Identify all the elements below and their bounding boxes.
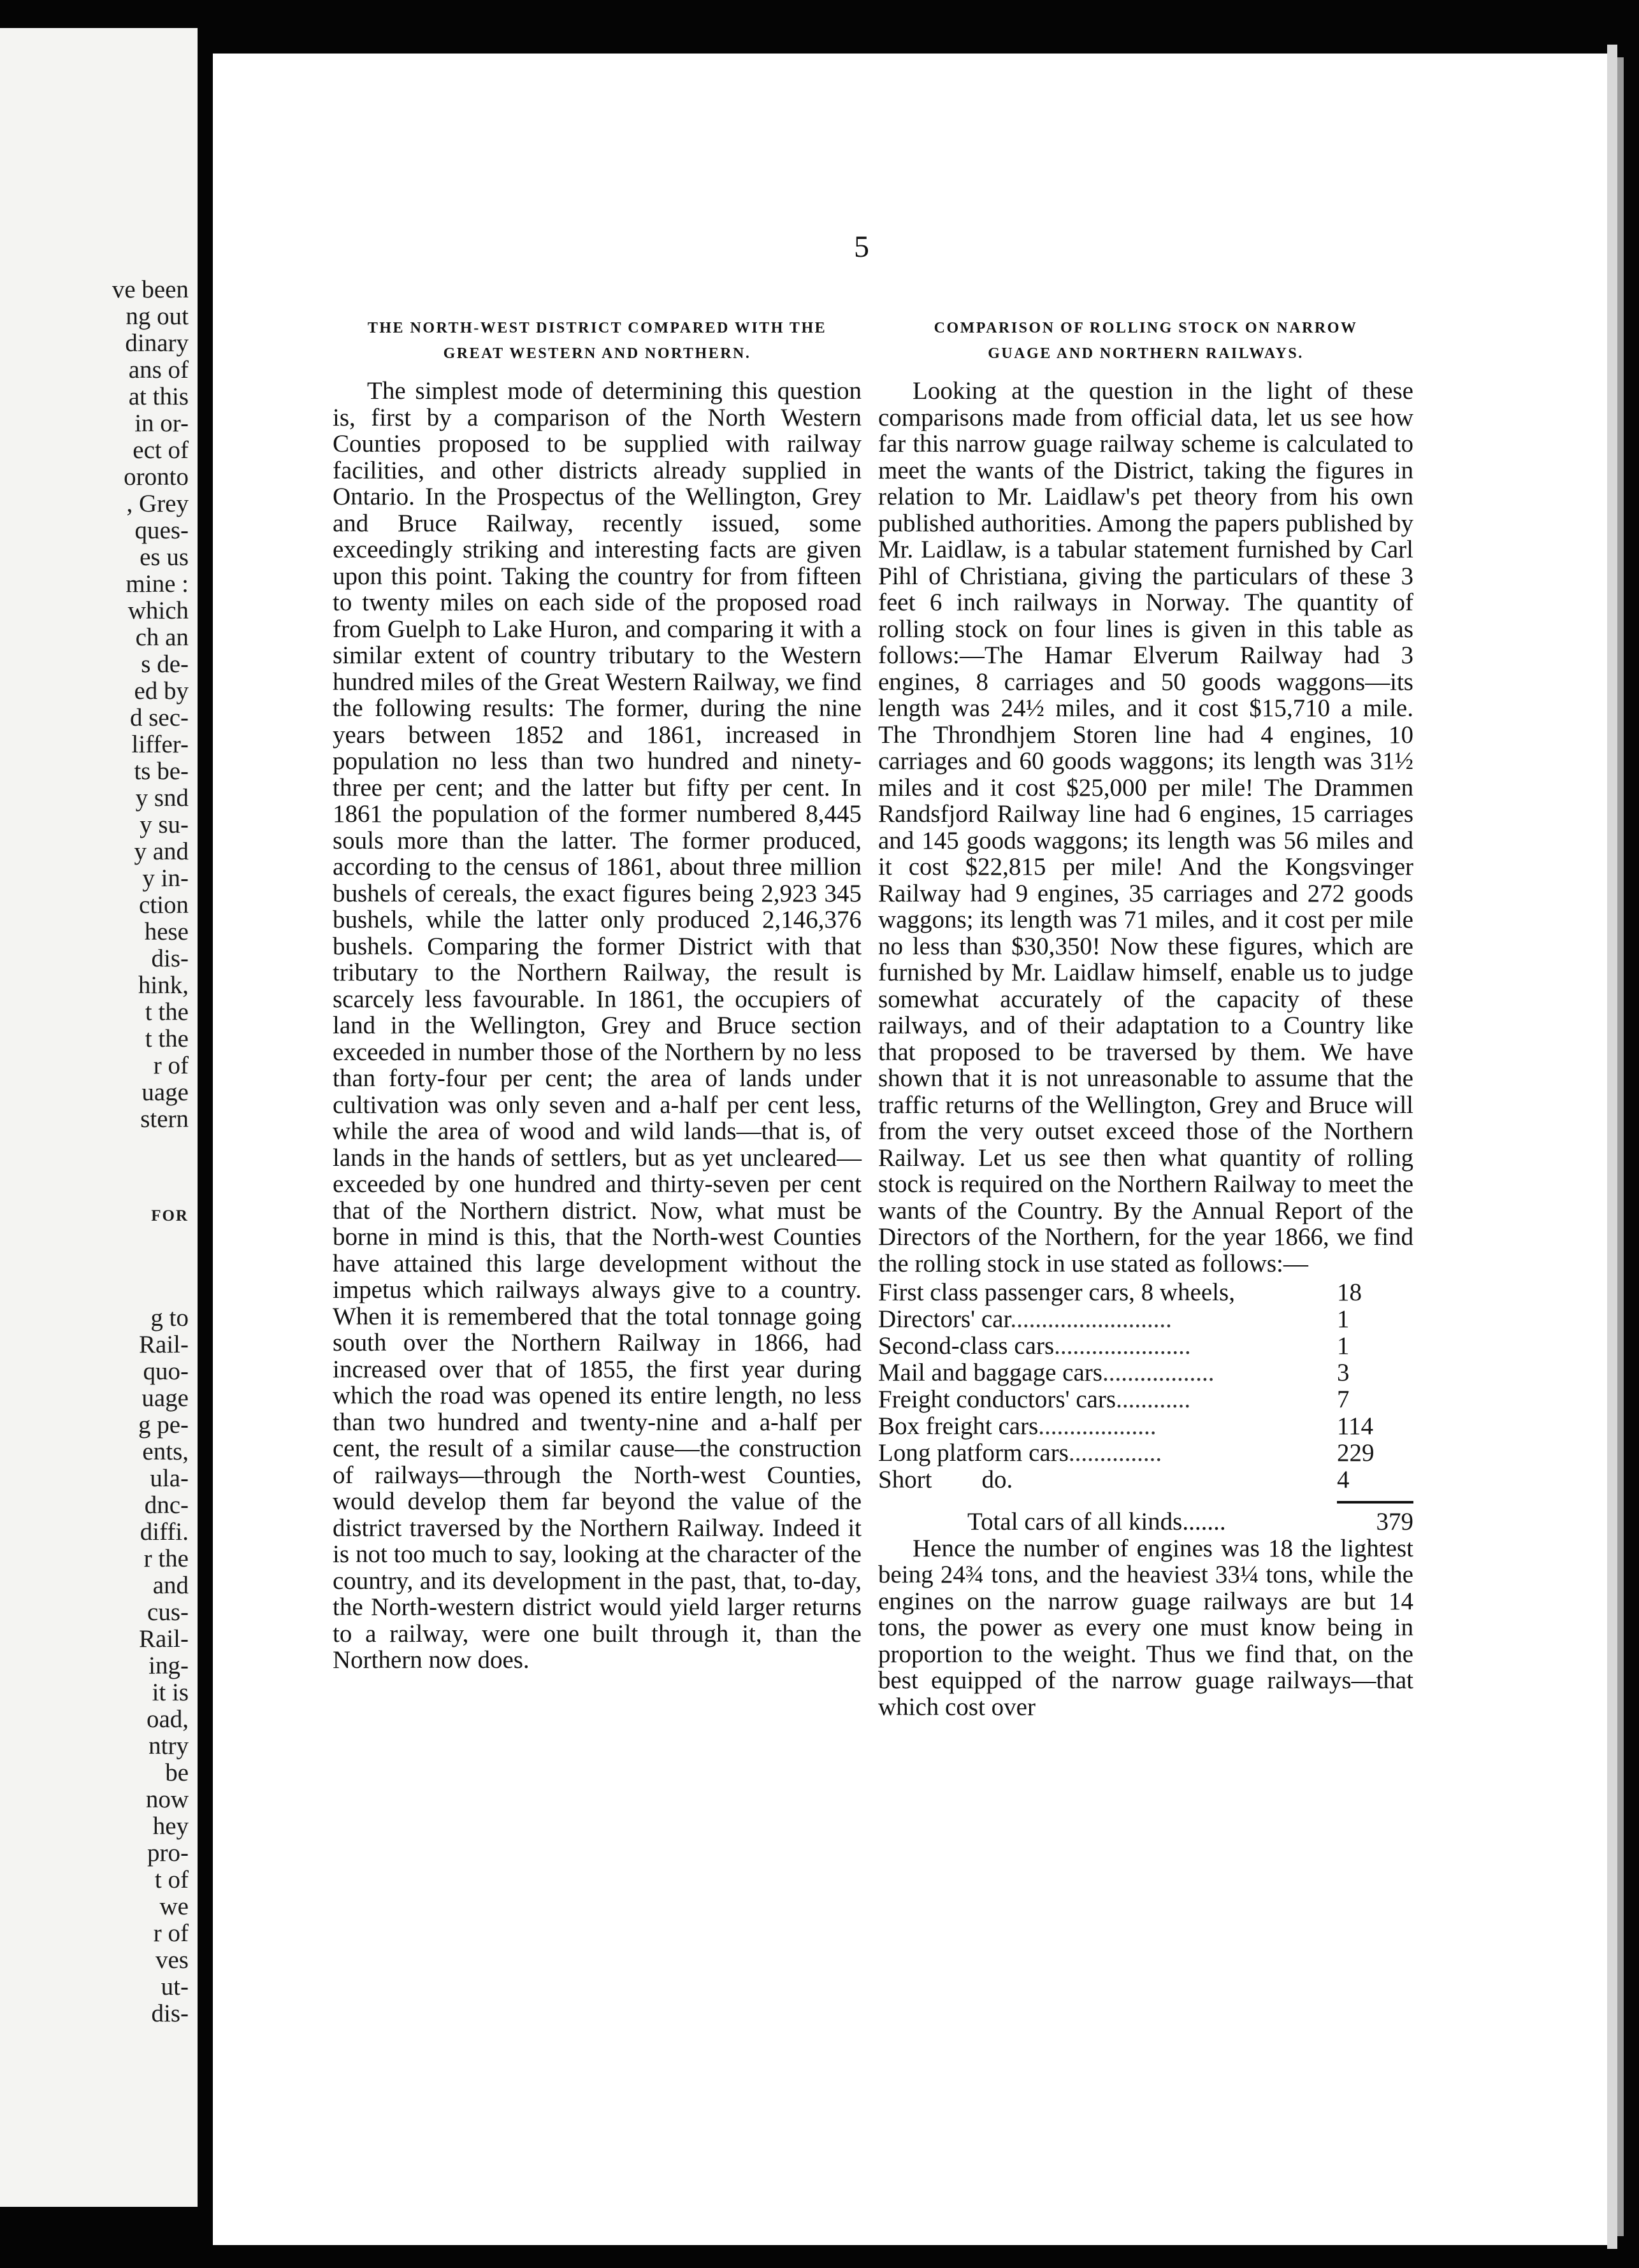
previous-page-fragment: dnc- [144,1491,189,1519]
left-heading-line-2: GREAT WESTERN AND NORTHERN. [443,345,751,362]
stock-value: 114 [1337,1412,1374,1440]
stock-value: 1 [1337,1305,1350,1333]
previous-page-fragment: t the [145,998,189,1026]
previous-page-fragment: diffi. [140,1518,189,1546]
previous-page-fragment: in or- [134,410,189,437]
previous-page-fragment: dis- [151,2000,189,2027]
table-row [878,1440,1413,1467]
table-row [878,1360,1413,1386]
previous-page-fragment: t the [145,1025,189,1052]
previous-page-fragment: uage [141,1079,189,1106]
previous-page-fragment: ula- [150,1465,189,1492]
stock-label: Short do. [878,1467,1013,1493]
table-row [878,1306,1413,1333]
previous-page-fragment: ques- [134,517,189,544]
previous-page-fragment: y su- [140,811,189,838]
previous-page-fragment: ts be- [134,757,189,785]
previous-page-fragment: ect of [133,436,189,464]
right-heading-line-2: GUAGE AND NORTHERN RAILWAYS. [988,345,1304,362]
previous-page-fragment: , Grey [126,490,189,517]
table-row [878,1333,1413,1360]
previous-page-fragment: liffer- [131,731,189,758]
previous-page-fragment: y snd [135,784,189,812]
total-value: 379 [1376,1508,1413,1535]
previous-page-fragment: ents, [142,1438,189,1465]
left-column [333,320,862,1674]
stock-label: Mail and baggage cars [878,1360,1102,1386]
left-column-body: The simplest mode of determining this question is, first by a comparison of the North Western Counties proposed to be supplied with railway facilities, and other districts already supplied in Ontario. In the Prospectus of the Wellington, Grey and Bruce Railway, recently issued, some exceedingly striking and interesting facts are given upon this point. Taking the country for from fifteen to twenty miles on each side of the proposed road from Guelph to Lake Huron, and comparing it with a similar extent of country tributary to the Western hundred miles of the Great Western Railway, we find the following results: The former, during the nine years between 1852 and 1861, increased in population no less than two hundred and ninety-three per cent; and the latter but fifty per cent. In 1861 the population of the former numbered 8,445 souls more than the latter. The former produced, according to the census of 1861, about three million bushels of cereals, the exact figures being 2,923 345 bushels, while the latter only produced 2,146,376 bushels. Comparing the former District with that tributary to the Northern Railway, the result is scarcely less favourable. In 1861, the occupiers of land in the Wellington, Grey and Bruce section exceeded in number those of the Northern by no less than forty-four per cent; the area of lands under cultivation was only seven and a-half per cent less, while the area of wood and wild lands—that is, of lands in the hands of settlers, but as yet uncleared—exceeded by one hundred and thirty-seven per cent that of the Northern district. Now, what must be borne in mind is this, that the North-west Counties have attained this large development without the impetus which railways always give to a country. When it is remembered that the total tonnage going south over the Northern Railway in 1866, had increased over that of 1855, the first year during which the road was opened its entire length, no less than two hundred and twenty-nine and a-half per cent, the result of a similar cause—the construction of railways—through the North-west Counties, would develop them far beyond the value of the district traversed by the Northern Railway. Indeed it is not too much to say, looking at the character of the country, and its development in the past, that, to-day, the North-western district would yield larger returns to a railway, were one built through it, than the Northern now does. [333,377,862,1674]
table-row [878,1386,1413,1413]
previous-page-fragment: uage [141,1384,189,1412]
left-column-heading [333,315,862,366]
leader-dots: .......................... [1010,1306,1172,1333]
previous-page-fragment: r of [153,1052,189,1079]
previous-page-fragment: oronto [124,463,189,491]
rolling-stock-table [878,1279,1413,1493]
stock-label: First class passenger cars, 8 wheels, [878,1279,1235,1306]
table-row [878,1279,1413,1306]
previous-page-fragment: stern [140,1105,189,1133]
stock-value: 7 [1337,1386,1350,1413]
right-column-heading [878,315,1413,366]
previous-page-fragment: hey [152,1812,189,1840]
previous-page-fragment: oad, [146,1705,189,1733]
previous-page-fragment: and [152,1572,189,1599]
stock-label: Directors' car [878,1306,1011,1333]
previous-page-fragment: ut- [161,1973,189,2000]
previous-page-fragment: dis- [151,945,189,972]
stock-value: 3 [1337,1359,1350,1386]
stock-label: Box freight cars [878,1413,1039,1440]
previous-page-fragment: d sec- [129,704,189,731]
previous-page-fragment: ction [139,891,189,919]
previous-page-fragment: ing- [148,1652,189,1679]
after-table-paragraph: Hence the number of engines was 18 the lightest being 24¾ tons, and the heaviest 33¼ tons, while the engines on the narrow guage railways are but 14 tons, the power as every one must know being in proportion to the weight. Thus we find that, on the best equipped of the narrow guage railways—that which cost over [878,1534,1413,1721]
total-label: Total cars of all kinds....... [967,1508,1226,1535]
previous-page-fragment: es us [140,543,189,571]
table-row [878,1467,1413,1493]
previous-page-fragment: r the [143,1545,189,1572]
previous-page-fragment: hese [144,918,189,945]
previous-page-fragment: at this [128,383,189,410]
previous-page-fragment: ves [155,1946,189,1974]
right-heading-line-1: COMPARISON OF ROLLING STOCK ON NARROW [934,320,1358,336]
previous-page-fragment: s de- [141,650,189,678]
right-column-body: Looking at the question in the light of these comparisons made from official data, let us see how far this narrow guage railway scheme is calculated to meet the wants of the District, taking the figures in relation to Mr. Laidlaw's pet theory from his own published authorities. Among the papers published by Mr. Laidlaw, is a tabular statement furnished by Carl Pihl of Christiana, giving the particulars of these 3 feet 6 inch railways in Norway. The quantity of rolling stock on four lines is given in this table as follows:—The Hamar Elverum Railway had 3 engines, 8 carriages and 50 goods waggons—its length was 24½ miles, and it cost $15,710 a mile. The Throndhjem Storen line had 4 engines, 10 carriages and 60 goods waggons; its length was 31½ miles and it cost $25,000 per mile! The Drammen Randsfjord Railway line had 6 engines, 15 carriages and 145 goods waggons; its length was 56 miles and it cost $22,815 per mile! And the Kongsvinger Railway had 9 engines, 35 carriages and 272 goods waggons; its length was 71 miles, and it cost per mile no less than $30,350! Now these figures, which are furnished by Mr. Laidlaw himself, enable us to judge somewhat accurately of the capacity of these railways, and of their adaptation to a Country like that proposed to be traversed by them. We have shown that it is not unreasonable to assume that the traffic returns of the Wellington, Grey and Bruce will from the very outset exceed those of the Northern Railway. Let us see then what quantity of rolling stock is required on the Northern Railway to meet the wants of the Country. By the Annual Report of the Directors of the Northern, for the year 1866, we find the rolling stock in use stated as follows:— [878,377,1413,1277]
previous-page-fragment: ed by [134,677,189,705]
previous-page-fragment: t of [154,1866,189,1893]
total-rule [1337,1501,1413,1504]
total-row [878,1509,1413,1535]
previous-page-fragment: quo- [143,1358,189,1385]
previous-page-fragment: Rail- [139,1331,189,1358]
previous-page-fragment: y in- [142,865,189,892]
table-row [878,1413,1413,1440]
leader-dots: ............... [1068,1440,1162,1467]
stock-value: 18 [1337,1279,1362,1306]
previous-page-fragment: Rail- [139,1625,189,1653]
leader-dots: ............ [1116,1386,1191,1413]
previous-page-fragment: y and [134,838,189,865]
previous-page-fragment: g to [150,1304,189,1331]
previous-page-fragment: g pe- [138,1411,189,1439]
previous-page-fragment: mine : [126,570,189,598]
left-heading-line-1: THE NORTH-WEST DISTRICT COMPARED WITH THE [367,320,827,336]
previous-page-fragment: cus- [147,1598,189,1626]
previous-page-fragment: it is [152,1679,189,1706]
previous-page-fragment: hink, [138,972,189,999]
stock-label: Long platform cars [878,1440,1069,1467]
previous-page-fragment: dinary [125,329,189,357]
page-edge-shadow [1617,57,1624,2236]
previous-page-fragment: pro- [147,1839,189,1867]
leader-dots: .................. [1102,1360,1215,1386]
previous-page-fragment: ans of [128,356,189,384]
previous-page-fragment: ntry [148,1732,189,1760]
previous-page-strip [0,28,198,2207]
previous-page-fragment: ch an [135,624,189,651]
previous-page-fragment: FOR [151,1207,189,1224]
leader-dots: ...................... [1054,1333,1191,1360]
previous-page-fragment: now [145,1786,189,1813]
previous-page-fragment: ve been [112,276,189,303]
previous-page-fragment: r of [153,1920,189,1947]
after-table-text-block [878,1535,1413,1721]
previous-page-fragment: we [159,1893,189,1920]
page-number: 5 [854,230,869,264]
stock-label: Second-class cars [878,1333,1055,1360]
stock-value: 229 [1337,1439,1375,1467]
page-edge [1607,45,1617,2249]
previous-page-fragment: ng out [126,303,189,330]
stock-label: Freight conductors' cars [878,1386,1116,1413]
previous-page-fragment: which [127,597,189,624]
stock-value: 4 [1337,1466,1350,1493]
right-column [878,320,1413,1721]
stock-value: 1 [1337,1332,1350,1360]
leader-dots: ................... [1038,1413,1157,1440]
previous-page-fragment: be [165,1759,189,1786]
